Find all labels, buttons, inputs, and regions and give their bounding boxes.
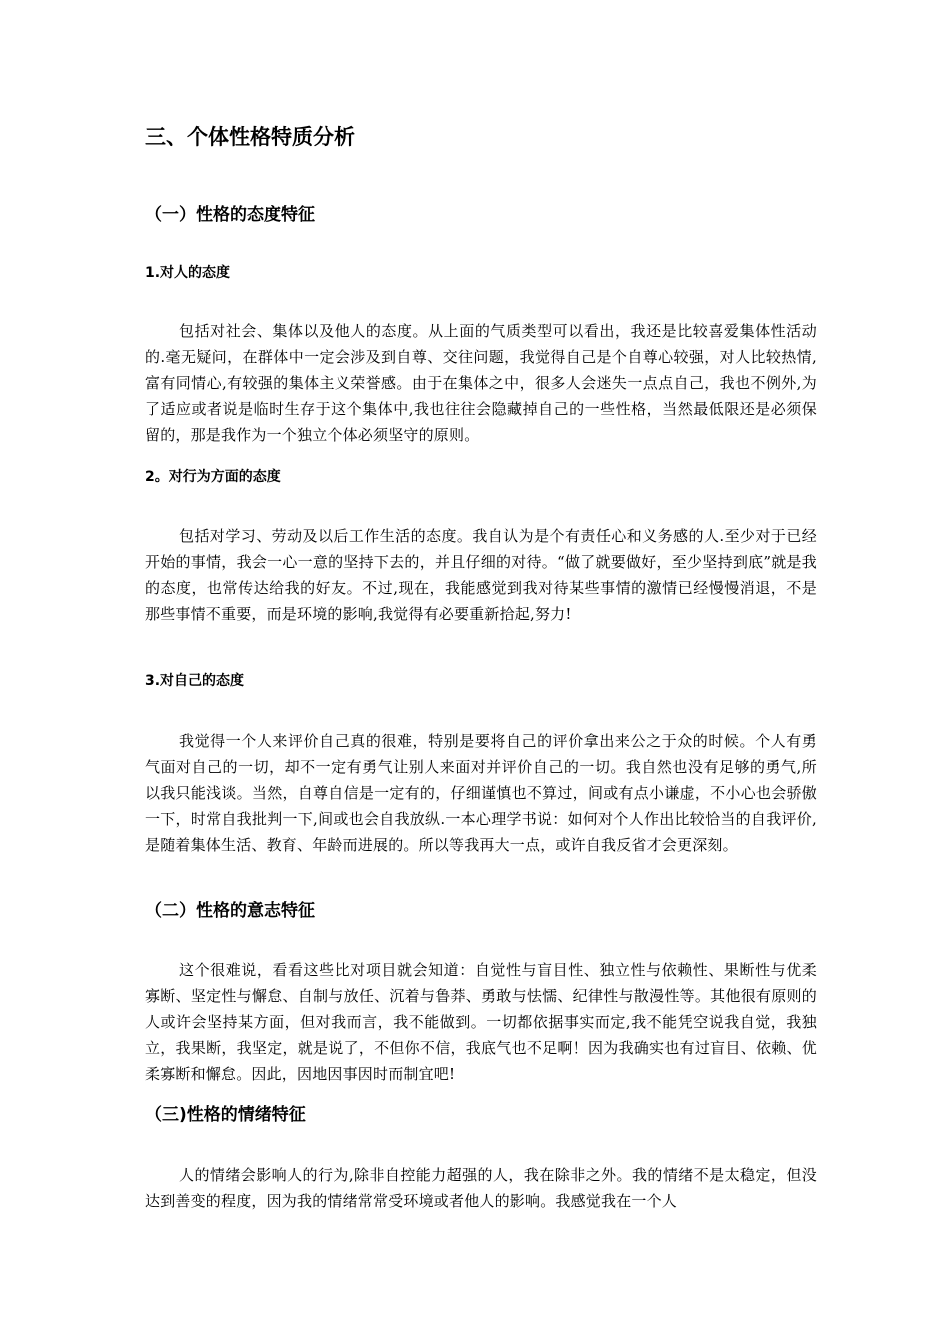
paragraph-attitude-to-self: 我觉得一个人来评价自己真的很难，特别是要将自己的评价拿出来公之于众的时候。个人有勇气面对自己的一切，却不一定有勇气让别人来面对并评价自己的一切。我自然也没有足够的勇气,所以我只能浅谈。当然，自尊自信是一定有的，仔细谨慎也不算过，间或有点小谦虚，不小心也会骄傲一下，时常自我批判一下,间或也会自我放纵.一本心理学书说：如何对个人作出比较恰当的自我评价,是随着集体生活、教育、年龄而进展的。所以等我再大一点，或许自我反省才会更深刻。: [145, 732, 817, 854]
item-heading-attitude-to-others: 1.对人的态度: [145, 265, 231, 281]
part-heading-emotion: （三)性格的情绪特征: [145, 1105, 306, 1125]
paragraph-attitude-to-behavior: 包括对学习、劳动及以后工作生活的态度。我自认为是个有责任心和义务感的人.至少对于已经开始的事情，我会一心一意的坚持下去的，并且仔细的对待。“做了就要做好，至少坚持到底”就是我的态度，也常传达给我的好友。不过,现在，我能感觉到我对待某些事情的激情已经慢慢消退，不是那些事情不重要，而是环境的影响,我觉得有必要重新拾起,努力!: [145, 527, 817, 623]
paragraph-attitude-to-others: 包括对社会、集体以及他人的态度。从上面的气质类型可以看出，我还是比较喜爱集体性活动的.毫无疑问，在群体中一定会涉及到自尊、交往问题，我觉得自己是个自尊心较强，对人比较热情,富有同情心,有较强的集体主义荣誉感。由于在集体之中，很多人会迷失一点点自己，我也不例外,为了适应或者说是临时生存于这个集体中,我也往往会隐藏掉自己的一些性格，当然最低限还是必须保留的，那是我作为一个独立个体必须坚守的原则。: [145, 322, 817, 444]
part-heading-will: （二）性格的意志特征: [145, 901, 315, 921]
item-heading-attitude-to-self: 3.对自己的态度: [145, 673, 245, 689]
paragraph-emotion: 人的情绪会影响人的行为,除非自控能力超强的人，我在除非之外。我的情绪不是太稳定，但没达到善变的程度，因为我的情绪常常受环境或者他人的影响。我感觉我在一个人: [145, 1166, 817, 1210]
item-heading-attitude-to-behavior: 2。对行为方面的态度: [145, 469, 281, 485]
part-heading-attitude: （一）性格的态度特征: [145, 205, 315, 225]
section-title: 三、个体性格特质分析: [145, 125, 355, 149]
paragraph-will: 这个很难说，看看这些比对项目就会知道：自觉性与盲目性、独立性与依赖性、果断性与优柔寡断、坚定性与懈怠、自制与放任、沉着与鲁莽、勇敢与怯懦、纪律性与散漫性等。其他很有原则的人或许会坚持某方面，但对我而言，我不能做到。一切都依据事实而定,我不能凭空说我自觉，我独立，我果断，我坚定，就是说了，不但你不信，我底气也不足啊！因为我确实也有过盲目、依赖、优柔寡断和懈怠。因此，因地因事因时而制宜吧!: [145, 961, 817, 1083]
